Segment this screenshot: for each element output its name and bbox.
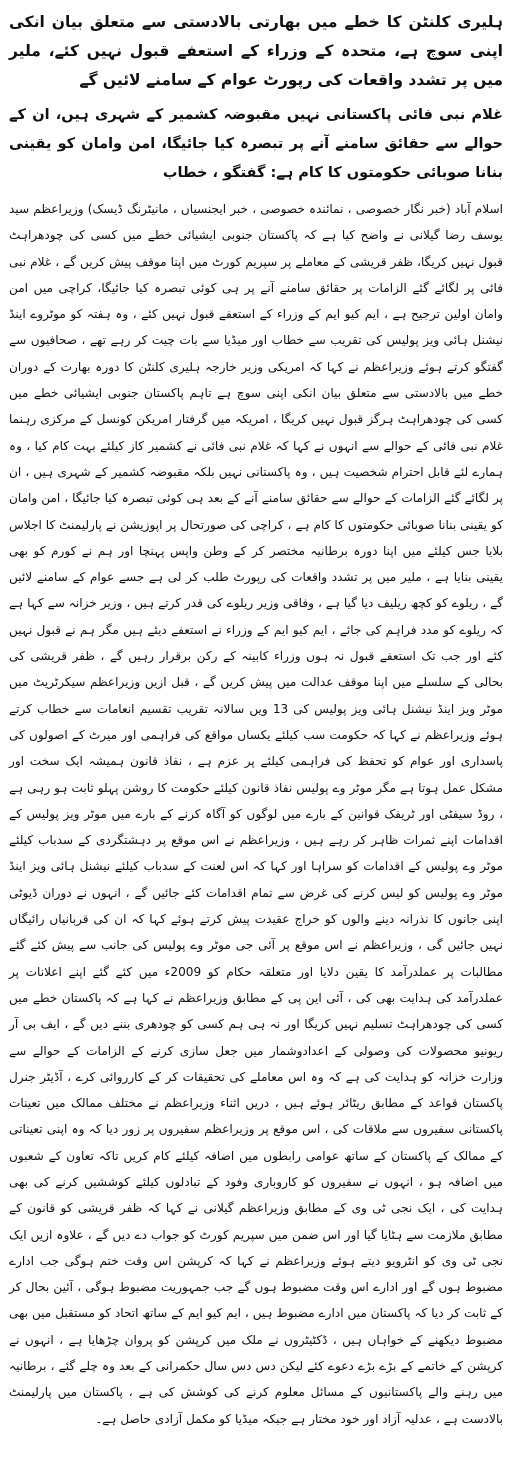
article-body (9, 196, 503, 1432)
headline: ہلیری کلنٹن کا خطے میں بھارتی بالادستی سے متعلق بیان انکی اپنی سوچ ہے، متحدہ کے وزراء کے استعفے قبول نہیں کئے، ملیر میں پر تشدد واقعات کی رپورٹ عوام کے سامنے لائیں گے (9, 13, 503, 89)
article-paragraph: اسلام آباد (خبر نگار خصوصی ، نمائندہ خصوصی ، خبر ایجنسیاں ، مانیٹرنگ ڈیسک) وزیراعظم سید یوسف رضا گیلانی نے واضح کیا ہے کہ پاکستان جنوبی ایشیائی خطے میں کسی کی چودھراہٹ قبول نہیں کریگا، ظفر قریشی کے معاملے پر سپریم کورٹ میں اپنا موقف پیش کریں گے ، غلام نبی فائی پر لگائے گئے الزامات پر حقائق سامنے آنے پر ہی کوئی تبصرہ کیا جائیگا، کراچی میں امن وامان اولین ترجیح ہے ، ایم کیو ایم کے وزراء کے استعفے قبول نہیں کئے ، وہ ہفتہ کو موٹروے اینڈ نیشنل ہائی ویز پولیس کی تقریب سے خطاب اور میڈیا سے بات چیت کر رہے تھے ، صحافیوں سے گفتگو کرتے ہوئے وزیراعظم نے کہا کہ امریکی وزیر خارجہ ہلیری کلنٹن کا دورہ بھارت کے دوران خطے میں بالادستی سے متعلق بیان انکی اپنی سوچ ہے تاہم پاکستان جنوبی ایشیائی خطے میں کسی کی چودھراہٹ ہرگز قبول نہیں کریگا ، امریکہ میں گرفتار امریکن کونسل کے مرکزی رہنما غلام نبی فائی کے حوالے سے انہوں نے کہا کہ غلام نبی فائی نے کشمیر کاز کیلئے بہت کام کیا ، وہ ہمارے لئے قابل احترام شخصیت ہیں ، وہ پاکستانی نہیں بلکہ مقبوضہ کشمیر کے شہری ہیں ، ان پر لگائے گئے الزامات کے حوالے سے حقائق سامنے آنے کے بعد ہی کوئی تبصرہ کیا جائیگا ، امن وامان کو یقینی بنانا صوبائی حکومتوں کا کام ہے ، کراچی کی صورتحال پر اپوزیشن نے پارلیمنٹ کا اجلاس بلایا جس کیلئے میں اپنا دورہ برطانیہ مختصر کر کے وطن واپس پہنچا اور ہم نے کورم کو بھی یقینی بنایا ہے ، ملیر میں پر تشدد واقعات کی رپورٹ طلب کر لی ہے جسے عوام کے سامنے لائیں گے ، ریلوے کو کچھ ریلیف دیا گیا ہے ، وفاقی وزیر ریلوے کی قدر کرتے ہیں ، وزیر خزانہ سے کہا ہے کہ ریلوے کو مدد فراہم کی جائے ، ایم کیو ایم کے وزراء نے استعفے دیئے ہیں مگر ہم نے قبول نہیں کئے اور جب تک استعفے قبول نہ ہوں وزراء کابینہ کے رکن برقرار رہیں گے ، ظفر قریشی کی بحالی کے سلسلے میں اپنا موقف عدالت میں پیش کریں گے ، قبل ازیں وزیراعظم سیکرٹریٹ میں موٹر ویز اینڈ نیشنل ہائی ویز پولیس کی 13 ویں سالانہ تقریب تقسیم انعامات سے خطاب کرتے ہوئے وزیراعظم نے کہا کہ حکومت سب کیلئے یکساں مواقع کی فراہمی اور میرٹ کے اصولوں کی پاسداری اور عوام کو تحفظ کی فراہمی کیلئے پر عزم ہے ، نفاذ قانون ہمیشہ ایک سخت اور مشکل عمل ہوتا ہے مگر موٹر وے پولیس نفاذ قانون کیلئے حکومت کا روشن پہلو ثابت ہو رہی ہے ، روڈ سیفٹی اور ٹریفک قوانین کے بارے میں لوگوں کو آگاہ کرنے کے بارے میں موٹر ویز پولیس کے اقدامات اپنے ثمرات ظاہر کر رہے ہیں ، وزیراعظم نے اس موقع پر دہشتگردی کے سدباب کیلئے موٹر وے پولیس کے اقدامات کو سراہا اور کہا کہ اس لعنت کے سدباب کیلئے نیشنل ہائی ویز اینڈ موٹر وے پولیس کو لیس کرنے کی غرض سے تمام اقدامات کئے جائیں گے ، انہوں نے دوران ڈیوٹی اپنی جانوں کا نذرانہ دینے والوں کو خراج عقیدت پیش کرتے ہوئے کہا کہ ان کی قربانیاں رائیگاں نہیں جائیں گی ، وزیراعظم نے اس موقع پر آئی جی موٹر وے پولیس کی جانب سے پیش کئے گئے مطالبات پر عملدرآمد کا یقین دلایا اور متعلقہ حکام کو 2009ء میں کئے گئے اپنے اعلانات پر عملدرآمد کی ہدایت بھی کی ، آئی این پی کے مطابق وزیراعظم نے کہا ہے کہ پاکستان خطے میں کسی کی چودھراہٹ تسلیم نہیں کریگا اور نہ ہی ہم کسی کو چودھری بننے دیں گے ، ایف بی آر ریونیو محصولات کی وصولی کے اعدادوشمار میں جعل سازی کرنے کے الزامات کے حوالے سے وزارت خزانہ کو ہدایت کی ہے کہ وہ اس معاملے کی تحقیقات کر کے کارروائی کرے ، آڈیٹر جنرل پاکستان قواعد کے مطابق ریٹائر ہوئے ہیں ، دریں اثناء وزیراعظم نے مختلف ممالک میں تعینات پاکستانی سفیروں سے ملاقات کی ، اس موقع پر وزیراعظم سفیروں پر زور دیا کہ وہ اپنی تعیناتی کے ممالک کے پاکستان کے ساتھ عوامی رابطوں میں اضافہ کیلئے کام کریں تاکہ تعاون کے شعبوں میں اضافہ ہو ، انہوں نے سفیروں کو کاروباری وفود کے تبادلوں کیلئے کوششیں کرنے کی بھی ہدایت کی ، ایک نجی ٹی وی کے مطابق وزیراعظم گیلانی نے کہا کہ ظفر قریشی کو قانون کے مطابق ملازمت سے ہٹایا گیا اور اس ضمن میں سپریم کورٹ کو جواب دے دیں گے ، علاوہ ازیں ایک نجی ٹی وی کو انٹرویو دیتے ہوئے وزیراعظم نے کہا کہ کرپشن اس وقت ختم ہوگی جب ادارے مضبوط ہوں گے اور ادارے اس وقت مضبوط ہوں گے جب جمہوریت مضبوط ہوگی ، آئین بحال کر کے ثابت کر دیا کہ پاکستان میں ادارے مضبوط ہیں ، ایم کیو ایم کے ساتھ اتحاد کو مستقبل میں بھی مضبوط دیکھنے کے خواہاں ہیں ، ڈکٹیٹروں نے ملک میں کرپشن کو پروان چڑھایا ہے ، انہوں نے کرپشن کے خاتمے کے بڑے بڑے دعوے کئے لیکن دس دس سال حکمرانی کے بعد وہ چلے گئے ، برطانیہ میں رہنے والے پاکستانیوں کے مسائل معلوم کرنے کی کوشش کی ہے ، پاکستان میں پارلیمنٹ بالادست ہے ، عدلیہ آزاد اور خود مختار ہے جبکہ میڈیا کو مکمل آزادی حاصل ہے۔ (9, 202, 503, 1426)
subheadline: غلام نبی فائی پاکستانی نہیں مقبوضہ کشمیر کے شہری ہیں، ان کے حوالے سے حقائق سامنے آنے پر تبصرہ کیا جائیگا، امن وامان کو یقینی بنانا صوبائی حکومتوں کا کام ہے: گفتگو ، خطاب (9, 107, 503, 181)
